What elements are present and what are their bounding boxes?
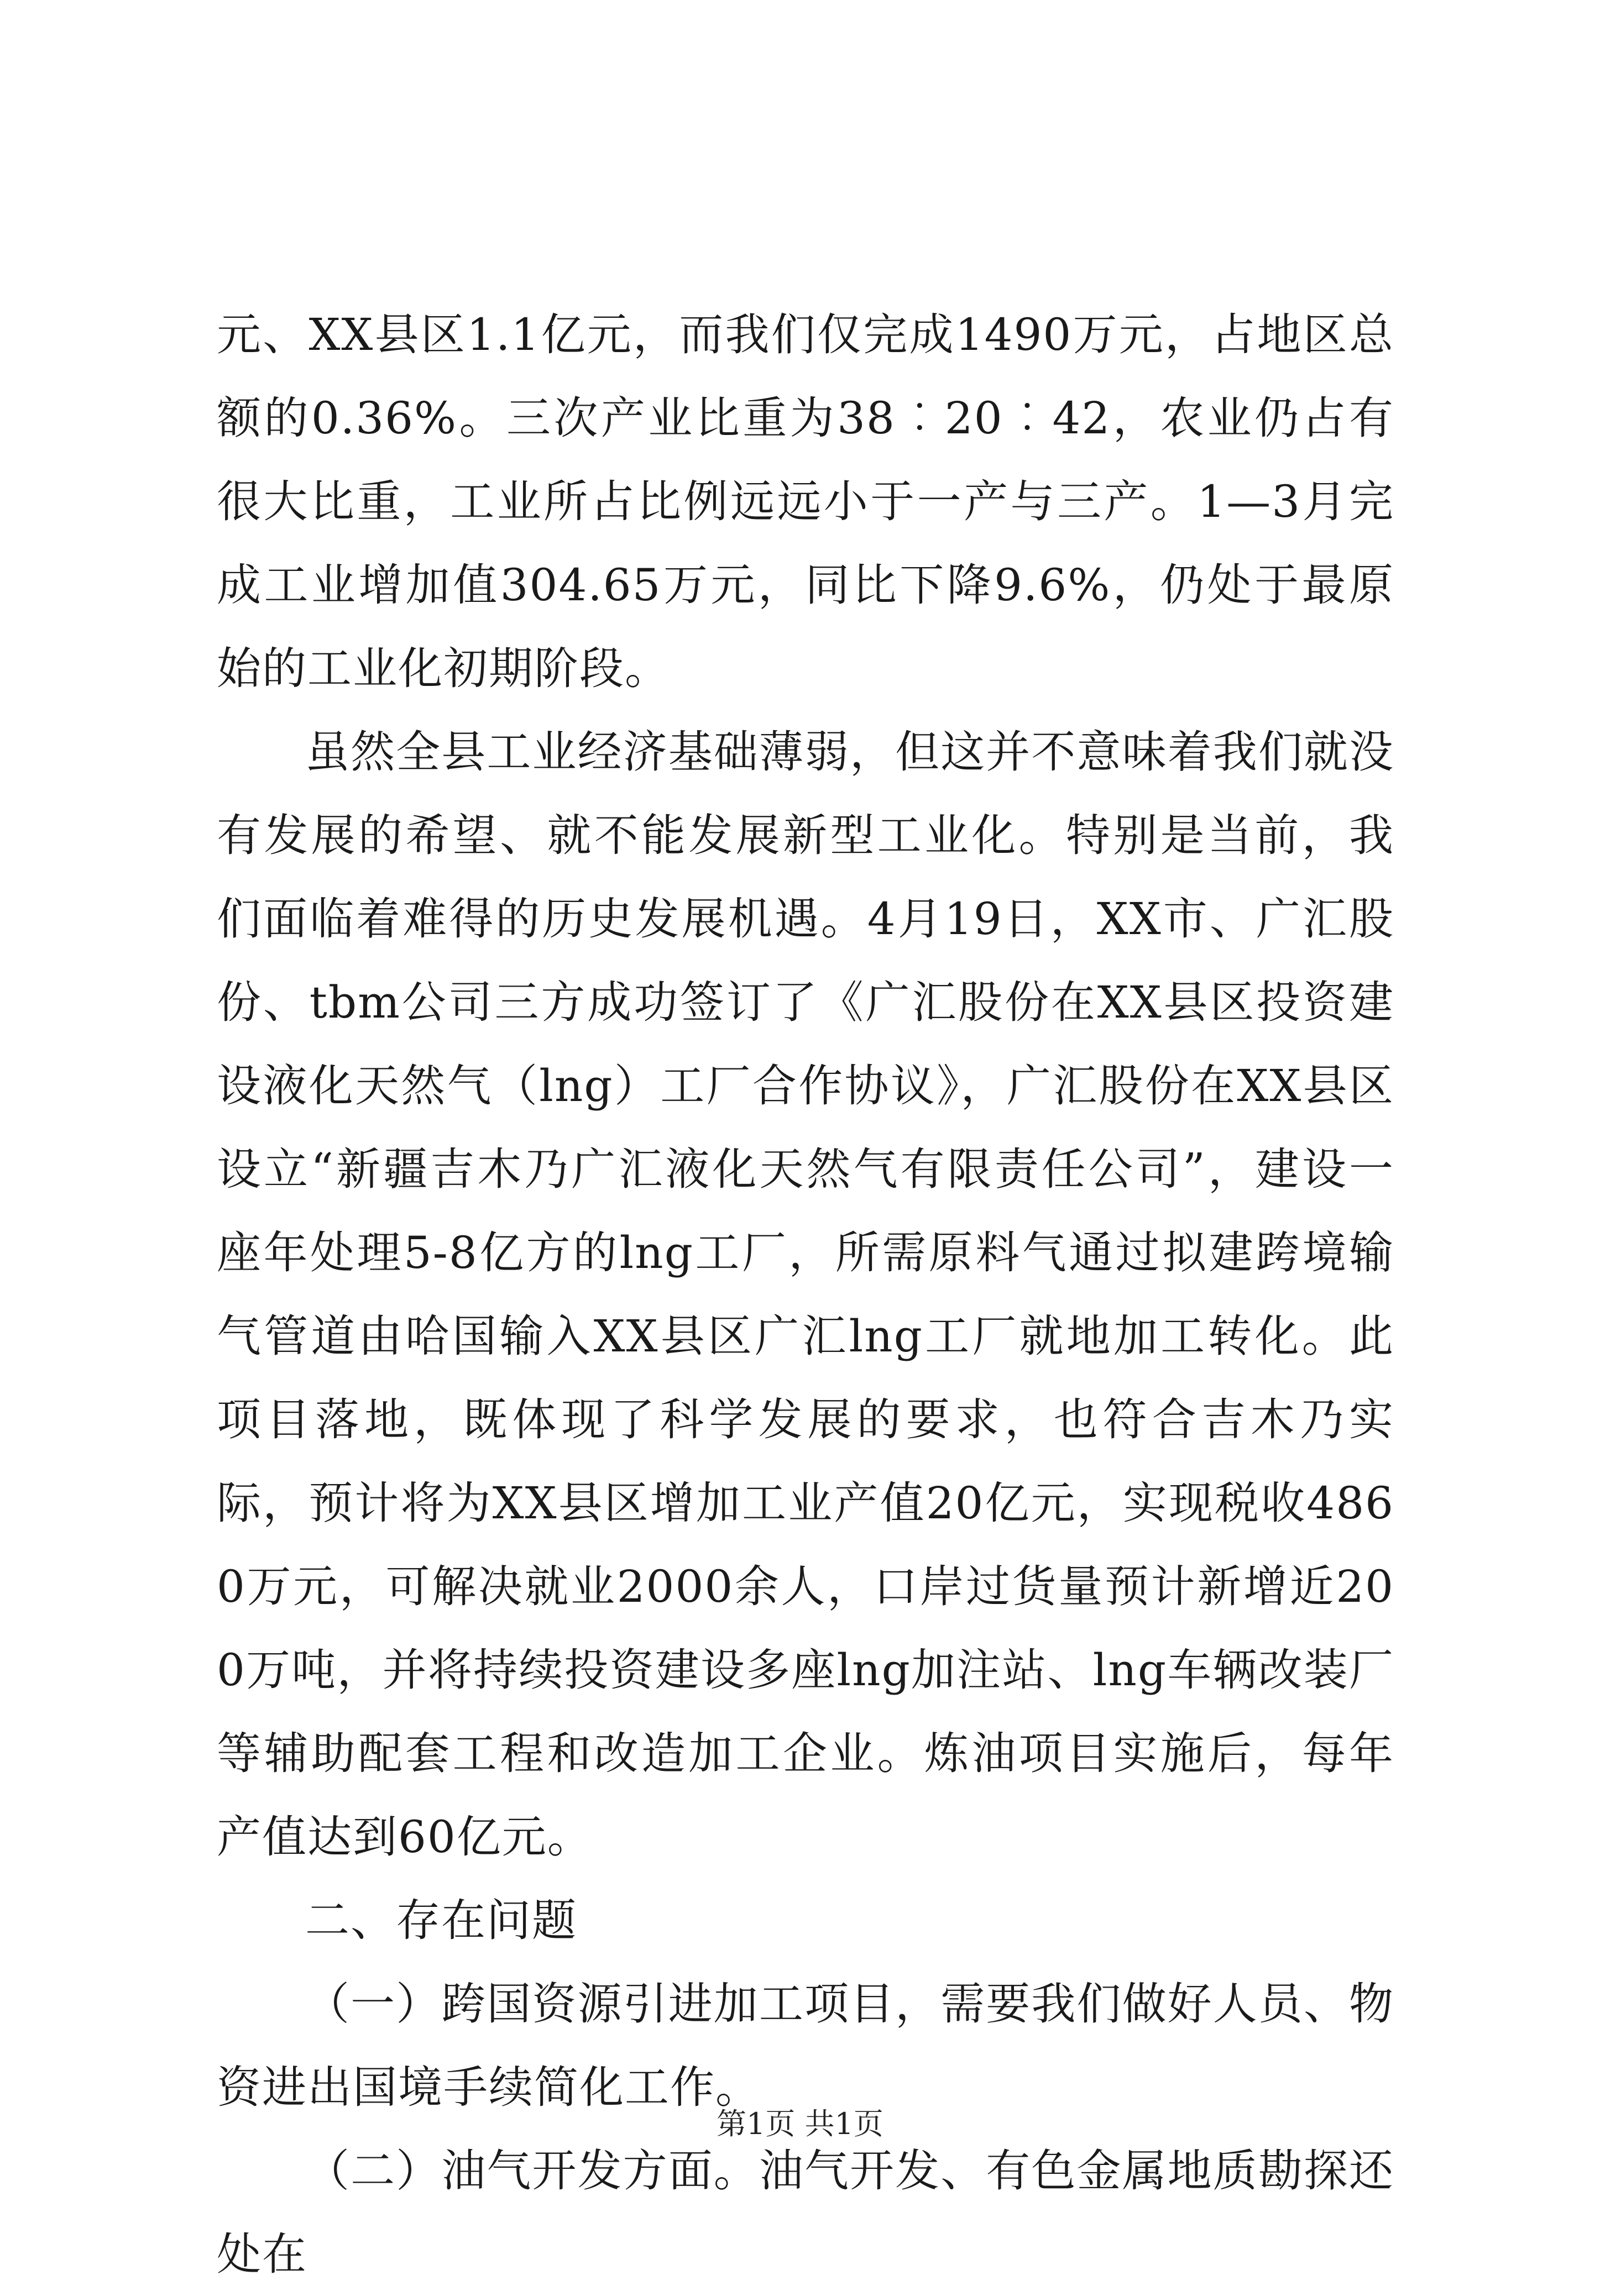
paragraph-4: （二）油气开发方面。油气开发、有色金属地质勘探还处在	[217, 2145, 1394, 2280]
paragraph-2: 虽然全县工业经济基础薄弱，但这并不意味着我们就没有发展的希望、就不能发展新型工业化。特别是当前，我们面临着难得的历史发展机遇。4月19日，XX市、广汇股份、tbm公司三方成功签订了《广汇股份在XX县区投资建设液化天然气（lng）工厂合作协议》，广汇股份在XX县区设立“新疆吉木乃广汇液化天然气有限责任公司”，建设一座年处理5-8亿方的lng工厂，所需原料气通过拟建跨境输气管道由哈国输入XX县区广汇lng工厂就地加工转化。此项目落地，既体现了科学发展的要求，也符合吉木乃实际，预计将为XX县区增加工业产值20亿元，实现税收4860万元，可解决就业2000余人，口岸过货量预计新增近200万吨，并将持续投资建设多座lng加注站、lng车辆改装厂等辅助配套工程和改造加工企业。炼油项目实施后，每年产值达到60亿元。	[217, 726, 1394, 1863]
section-heading: 二、存在问题	[305, 1895, 577, 1946]
paragraph-3: （一）跨国资源引进加工项目，需要我们做好人员、物资进出国境手续简化工作。	[217, 1978, 1394, 2113]
document-body	[217, 293, 1394, 2296]
paragraph-1: 元、XX县区1.1亿元，而我们仅完成1490万元，占地区总额的0.36%。三次产业比重为38︰20︰42，农业仍占有很大比重，工业所占比例远远小于一产与三产。1—3月完成工业增加值304.65万元，同比下降9.6%，仍处于最原始的工业化初期阶段。	[217, 309, 1394, 694]
page-footer: 第1页 共1页	[717, 2106, 883, 2141]
